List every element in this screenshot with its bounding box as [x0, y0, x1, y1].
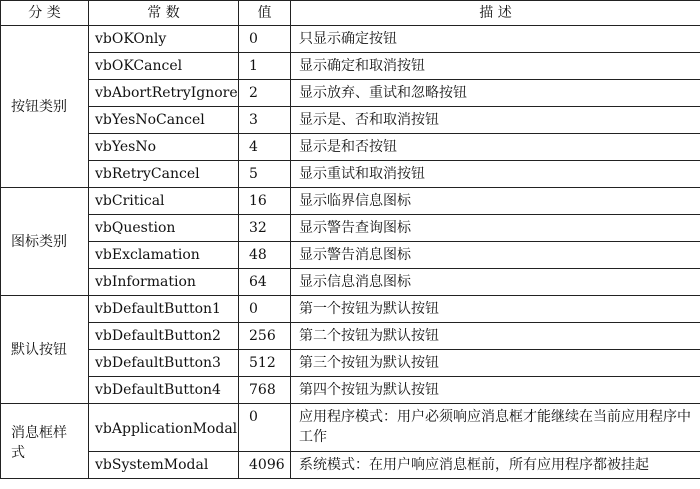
constant-cell: vbYesNoCancel — [89, 107, 239, 134]
description-cell: 第一个按钮为默认按钮 — [291, 296, 700, 323]
category-cell: 图标类别 — [1, 188, 89, 296]
table-row — [1, 242, 700, 269]
table-row — [1, 377, 700, 404]
description-cell: 显示是和否按钮 — [291, 134, 700, 161]
table-row — [1, 188, 700, 215]
value-cell: 2 — [239, 80, 291, 107]
header-description: 描 述 — [291, 1, 700, 26]
category-cell: 按钮类别 — [1, 26, 89, 188]
description-cell: 显示确定和取消按钮 — [291, 53, 700, 80]
description-cell: 显示是、否和取消按钮 — [291, 107, 700, 134]
header-category: 分 类 — [1, 1, 89, 26]
table-row — [1, 161, 700, 188]
constant-cell: vbOKCancel — [89, 53, 239, 80]
constant-cell: vbDefaultButton2 — [89, 323, 239, 350]
value-cell: 64 — [239, 269, 291, 296]
table-row — [1, 269, 700, 296]
constant-cell: vbCritical — [89, 188, 239, 215]
category-cell: 消息框样式 — [1, 404, 89, 479]
value-cell: 768 — [239, 377, 291, 404]
table-row — [1, 296, 700, 323]
value-cell: 16 — [239, 188, 291, 215]
value-cell: 0 — [239, 404, 291, 452]
table-row — [1, 350, 700, 377]
description-cell: 第三个按钮为默认按钮 — [291, 350, 700, 377]
value-cell: 1 — [239, 53, 291, 80]
constant-cell: vbDefaultButton3 — [89, 350, 239, 377]
constant-cell: vbOKOnly — [89, 26, 239, 53]
constant-cell: vbDefaultButton4 — [89, 377, 239, 404]
description-cell: 显示信息消息图标 — [291, 269, 700, 296]
value-cell: 4096 — [239, 452, 291, 479]
table-row — [1, 215, 700, 242]
constant-cell: vbDefaultButton1 — [89, 296, 239, 323]
description-cell: 显示重试和取消按钮 — [291, 161, 700, 188]
value-cell: 4 — [239, 134, 291, 161]
constant-cell: vbYesNo — [89, 134, 239, 161]
description-cell: 显示警告查询图标 — [291, 215, 700, 242]
description-cell: 应用程序模式：用户必须响应消息框才能继续在当前应用程序中工作 — [291, 404, 700, 452]
table-row — [1, 134, 700, 161]
table-row — [1, 404, 700, 452]
value-cell: 0 — [239, 26, 291, 53]
constant-cell: vbRetryCancel — [89, 161, 239, 188]
table-row — [1, 80, 700, 107]
table-row — [1, 53, 700, 80]
value-cell: 48 — [239, 242, 291, 269]
value-cell: 512 — [239, 350, 291, 377]
description-cell: 只显示确定按钮 — [291, 26, 700, 53]
value-cell: 5 — [239, 161, 291, 188]
table-row — [1, 452, 700, 479]
constant-cell: vbQuestion — [89, 215, 239, 242]
description-cell: 第二个按钮为默认按钮 — [291, 323, 700, 350]
description-cell: 显示临界信息图标 — [291, 188, 700, 215]
constant-cell: vbSystemModal — [89, 452, 239, 479]
category-cell: 默认按钮 — [1, 296, 89, 404]
description-cell: 显示放弃、重试和忽略按钮 — [291, 80, 700, 107]
value-cell: 32 — [239, 215, 291, 242]
header-row — [1, 1, 700, 26]
table-row — [1, 26, 700, 53]
description-cell: 系统模式：在用户响应消息框前，所有应用程序都被挂起 — [291, 452, 700, 479]
description-cell: 显示警告消息图标 — [291, 242, 700, 269]
value-cell: 256 — [239, 323, 291, 350]
constant-cell: vbExclamation — [89, 242, 239, 269]
constant-cell: vbApplicationModal — [89, 404, 239, 452]
header-value: 值 — [239, 1, 291, 26]
value-cell: 0 — [239, 296, 291, 323]
description-cell: 第四个按钮为默认按钮 — [291, 377, 700, 404]
header-constant: 常 数 — [89, 1, 239, 26]
table-row — [1, 107, 700, 134]
constant-cell: vbAbortRetryIgnore — [89, 80, 239, 107]
value-cell: 3 — [239, 107, 291, 134]
table-row — [1, 323, 700, 350]
constant-cell: vbInformation — [89, 269, 239, 296]
